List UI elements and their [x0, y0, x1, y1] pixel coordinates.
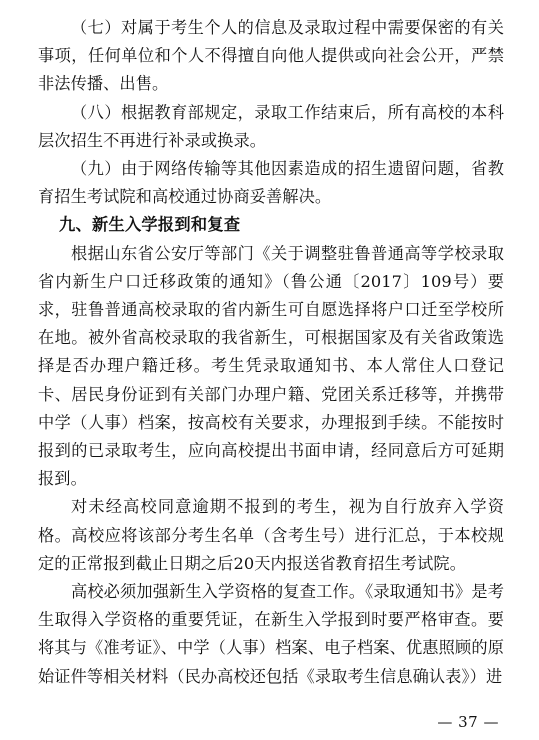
page-number: — 37 — [437, 713, 499, 731]
paragraph-item-nine: （九）由于网络传输等其他因素造成的招生遗留问题，省教育招生考试院和高校通过协商妥善解决。 [38, 159, 504, 207]
paragraph-late-registration: 对未经高校同意逾期不报到的考生，视为自行放弃入学资格。高校应将该部分考生名单（含考生号）进行汇总，于本校规定的正常报到截止日期之后20天内报送省教育招生考试院。 [38, 497, 504, 573]
paragraph-item-seven: （七）对属于考生个人的信息及录取过程中需要保密的有关事项，任何单位和个人不得擅自向他人提供或向社会公开，严禁非法传播、出售。 [38, 18, 504, 94]
document-body [38, 14, 504, 691]
paragraph-item-eight: （八）根据教育部规定，录取工作结束后，所有高校的本科层次招生不再进行补录或换录。 [38, 102, 504, 150]
paragraph-qualification-review: 高校必须加强新生入学资格的复查工作。《录取通知书》是考生取得入学资格的重要凭证，在新生入学报到时要严格审查。要将其与《准考证》、中学（人事）档案、电子档案、优惠照顾的原始证件等相关材料（民办高校还包括《录取考生信息确认表》）进 [38, 582, 504, 686]
paragraph-household-registration: 根据山东省公安厅等部门《关于调整驻鲁普通高等学校录取省内新生户口迁移政策的通知》（鲁公通〔2017〕109号）要求，驻鲁普通高校录取的省内新生可自愿选择将户口迁至学校所在地。被外省高校录取的我省新生，可根据国家及有关省政策选择是否办理户籍迁移。考生凭录取通知书、本人常住人口登记卡、居民身份证到有关部门办理户籍、党团关系迁移等，并携带中学（人事）档案，按高校有关要求，办理报到手续。不能按时报到的已录取考生，应向高校提出书面申请，经同意后方可延期报到。 [38, 243, 504, 489]
section-heading: 九、新生入学报到和复查 [59, 215, 241, 235]
